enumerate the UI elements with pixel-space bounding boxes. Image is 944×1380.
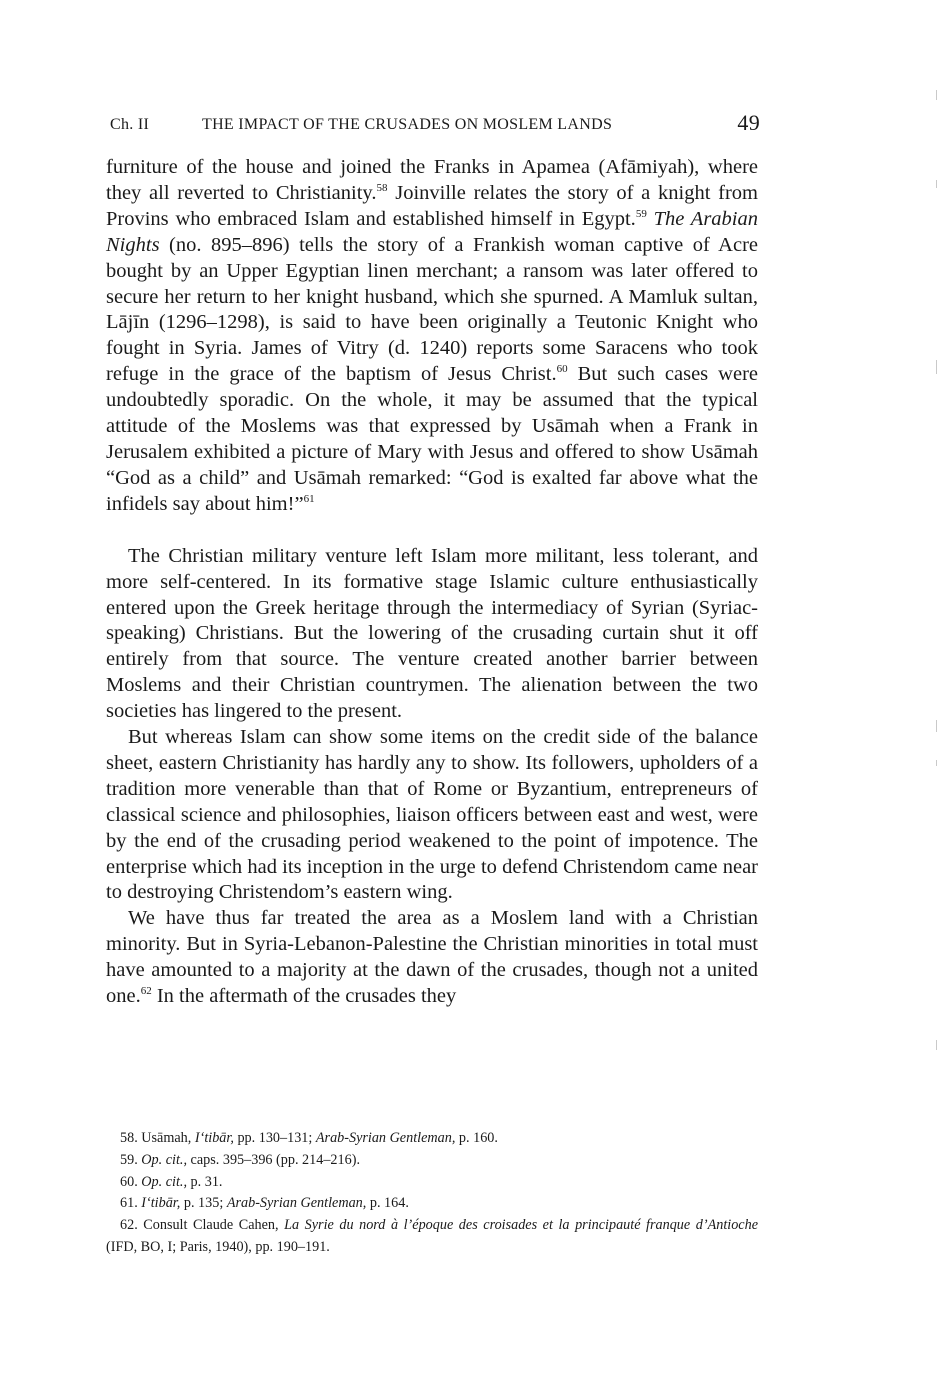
fn62-title: La Syrie du nord à l’époque des croisades et la principauté franque d’Antioche (284, 1217, 758, 1234)
fn61-mid: p. 135; (180, 1195, 227, 1212)
fn62-lead: 62. Consult Claude Cahen, (120, 1217, 285, 1234)
p1-text-b: Joinville relates the story of a knight from Provins who embraced Islam and established himself in Egypt. (106, 181, 758, 230)
page-number: 49 (737, 110, 760, 135)
footnotes (106, 1128, 758, 1259)
footnote-61 (106, 1193, 758, 1215)
footnote-62 (106, 1215, 758, 1259)
paragraph-3: But whereas Islam can show some items on the credit side of the balance sheet, eastern Christianity has hardly any to show. Its followers, upholders of a tradition more venerable than that of Rome or Byzantium, entrepreneurs of classical science and philosophies, liaison officers between east and west, were by the end of the crusading period weakened to the point of impotence. The enterprise which had its inception in the urge to defend Christendom came near to destroying Christendom’s eastern wing. (106, 726, 758, 904)
p4-text-a: We have thus far treated the area as a Moslem land with a Christian minority. But in Syria-Lebanon-Palestine the Christian minorities in total must have amounted to a majority at the dawn of the crusades, though not a united one. (106, 907, 758, 1008)
fn61-tail: p. 164. (366, 1195, 409, 1212)
footnote-ref-58: 58 (376, 181, 388, 194)
running-title: THE IMPACT OF THE CRUSADES ON MOSLEM LANDS (202, 116, 613, 133)
book-title-arabian-nights: The Arabian Nights (106, 207, 759, 256)
fn59-tail: caps. 395–396 (pp. 214–216). (187, 1151, 360, 1168)
fn60-lead: 60. (120, 1173, 142, 1190)
p1-text-e: But such cases were undoubtedly sporadic. On the whole, it may be assumed that the typical attitude of the Moslems was that expressed by Usāmah when a Frank in Jerusalem exhibited a picture of Mary with Jesus and offered to show Usāmah “God as a child” and Usāmah remarked: “God is exalted far above what the infidels say about him!” (106, 363, 758, 515)
footnote-ref-61: 61 (303, 492, 315, 505)
fn58-lead: 58. Usāmah, (120, 1130, 195, 1146)
edge-mark (936, 180, 937, 188)
fn61-title-2: Arab-Syrian Gentleman, (226, 1195, 367, 1212)
edge-mark (936, 760, 937, 766)
fn61-lead: 61. (120, 1195, 142, 1212)
footnote-ref-60: 60 (556, 363, 568, 376)
footnote-60 (106, 1172, 758, 1194)
fn58-title-1: I‘tibār, (194, 1130, 234, 1146)
fn58-mid: pp. 130–131; (233, 1130, 316, 1146)
scan-edge-marks (936, 60, 938, 1260)
paragraph-1 (106, 155, 758, 518)
edge-mark (936, 90, 937, 100)
footnote-ref-62: 62 (140, 985, 152, 998)
main-text (106, 155, 758, 1010)
edge-mark (936, 360, 937, 374)
fn61-title-1: I‘tibār, (141, 1195, 181, 1212)
fn60-title: Op. cit., (141, 1173, 187, 1190)
fn59-lead: 59. (120, 1151, 142, 1168)
footnote-58 (106, 1128, 758, 1150)
paragraph-4 (106, 906, 758, 1010)
fn60-tail: p. 31. (187, 1173, 223, 1190)
fn58-title-2: Arab-Syrian Gentleman, (315, 1130, 456, 1146)
p1-text-d: (no. 895–896) tells the story of a Frankish woman captive of Acre bought by an Upper Egyptian linen merchant; a ransom was later offered to secure her return to her knight husband, which she spurned. A Mamluk sultan, Lājīn (1296–1298), is said to have been originally a Teutonic Knight who fought in Syria. James of Vitry (d. 1240) reports some Saracens who took refuge in the grace of the baptism of Jesus Christ. (106, 233, 758, 386)
edge-mark (936, 1040, 937, 1050)
fn62-tail: (IFD, BO, I; Paris, 1940), pp. 190–191. (106, 1238, 330, 1255)
fn58-tail: p. 160. (455, 1130, 498, 1146)
p4-text-b: In the aftermath of the crusades they (151, 985, 457, 1008)
footnote-ref-59: 59 (635, 207, 647, 220)
paragraph-2: The Christian military venture left Islam more militant, less tolerant, and more self-centered. In its formative stage Islamic culture enthusiastically entered upon the Greek heritage through the intermediacy of Syrian (Syriac-speaking) Christians. But the lowering of the crusading curtain shut it off entirely from that source. The venture created another barrier between Moslems and their Christian countrymen. The alienation between the two societies has lingered to the present. (106, 544, 758, 723)
footnote-59 (106, 1150, 758, 1172)
p1-text-a: furniture of the house and joined the Franks in Apamea (Afāmiyah), where they all reverted to Christianity. (106, 156, 758, 204)
chapter-label: Ch. II (110, 116, 150, 133)
fn59-title: Op. cit., (141, 1151, 187, 1168)
running-header (110, 112, 760, 140)
edge-mark (936, 720, 937, 732)
